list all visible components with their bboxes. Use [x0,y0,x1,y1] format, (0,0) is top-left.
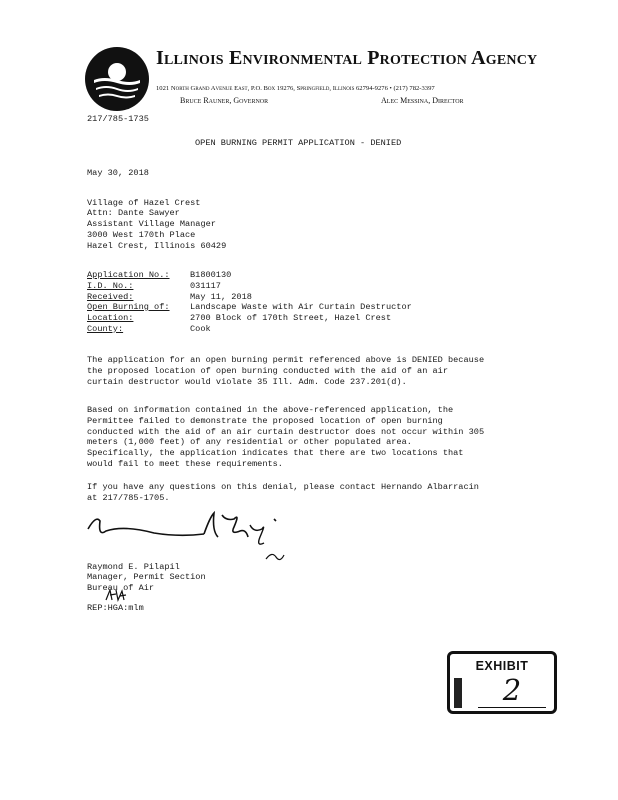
governor: Bruce Rauner, Governor [180,96,269,105]
recipient-line: Village of Hazel Crest [87,198,201,208]
exhibit-brand-strip [454,678,462,708]
paragraph-line: Specifically, the application indicates that there are two locations that [87,448,464,459]
detail-label: Open Burning of: [87,302,170,312]
agency-name: Illinois Environmental Protection Agency [156,47,538,69]
paragraph-line: Based on information contained in the above-referenced application, the [87,405,454,415]
document-title: OPEN BURNING PERMIT APPLICATION - DENIED [195,138,402,148]
reason-paragraph [87,405,484,470]
paragraph-line: meters (1,000 feet) of any residential or other populated area. [87,437,412,448]
detail-value: B1800130 [190,270,232,280]
detail-value: 031117 [190,281,221,291]
denial-paragraph [87,355,484,387]
exhibit-sticker [447,651,557,714]
reference-initials: REP:HGA:mlm [87,603,144,613]
detail-value: Cook [190,324,211,334]
agency-logo [84,46,150,112]
paragraph-line: Permittee failed to demonstrate the proposed location of open burning [87,415,443,426]
detail-label: I.D. No.: [87,281,134,291]
agency-address: 1021 North Grand Avenue East, P.O. Box 19276, Springfield, Illinois 62794-9276 • (217) 782-3397 [156,85,435,92]
signer-title: Manager, Permit Section [87,572,206,582]
contact-paragraph [87,482,479,504]
director: Alec Messina, Director [381,96,464,105]
paragraph-line: the proposed location of open burning conducted with the aid of an air [87,365,448,376]
paragraph-line: at 217/785-1705. [87,492,170,503]
agency-phone: 217/785-1735 [87,114,149,124]
detail-value: 2700 Block of 170th Street, Hazel Crest [190,313,392,323]
recipient-line: Assistant Village Manager [87,219,216,229]
detail-label: Location: [87,313,134,323]
detail-label: Received: [87,292,134,302]
recipient-line: 3000 West 170th Place [87,230,196,240]
detail-label: Application No.: [87,270,170,280]
signer-name: Raymond E. Pilapil [87,562,180,572]
detail-value: Landscape Waste with Air Curtain Destructor [190,302,412,312]
paragraph-line: conducted with the aid of an air curtain destructor does not occur within 305 [87,426,485,437]
exhibit-label: EXHIBIT [475,659,529,673]
paragraph-line: The application for an open burning permit referenced above is DENIED because [87,355,485,365]
handwritten-signature [84,507,299,567]
recipient-line: Hazel Crest, Illinois 60429 [87,241,227,251]
recipient-line: Attn: Dante Sawyer [87,208,180,218]
handwritten-initials [104,588,128,604]
exhibit-number: 2 [478,673,546,708]
paragraph-line: curtain destructor would violate 35 Ill. Adm. Code 237.201(d). [87,376,407,387]
detail-value: May 11, 2018 [190,292,252,302]
detail-label: County: [87,324,124,334]
paragraph-line: would fail to meet these requirements. [87,458,283,469]
paragraph-line: If you have any questions on this denial, please contact Hernando Albarracin [87,482,479,492]
signer-bureau: Bureau of Air [87,583,155,593]
letter-date: May 30, 2018 [87,168,149,178]
